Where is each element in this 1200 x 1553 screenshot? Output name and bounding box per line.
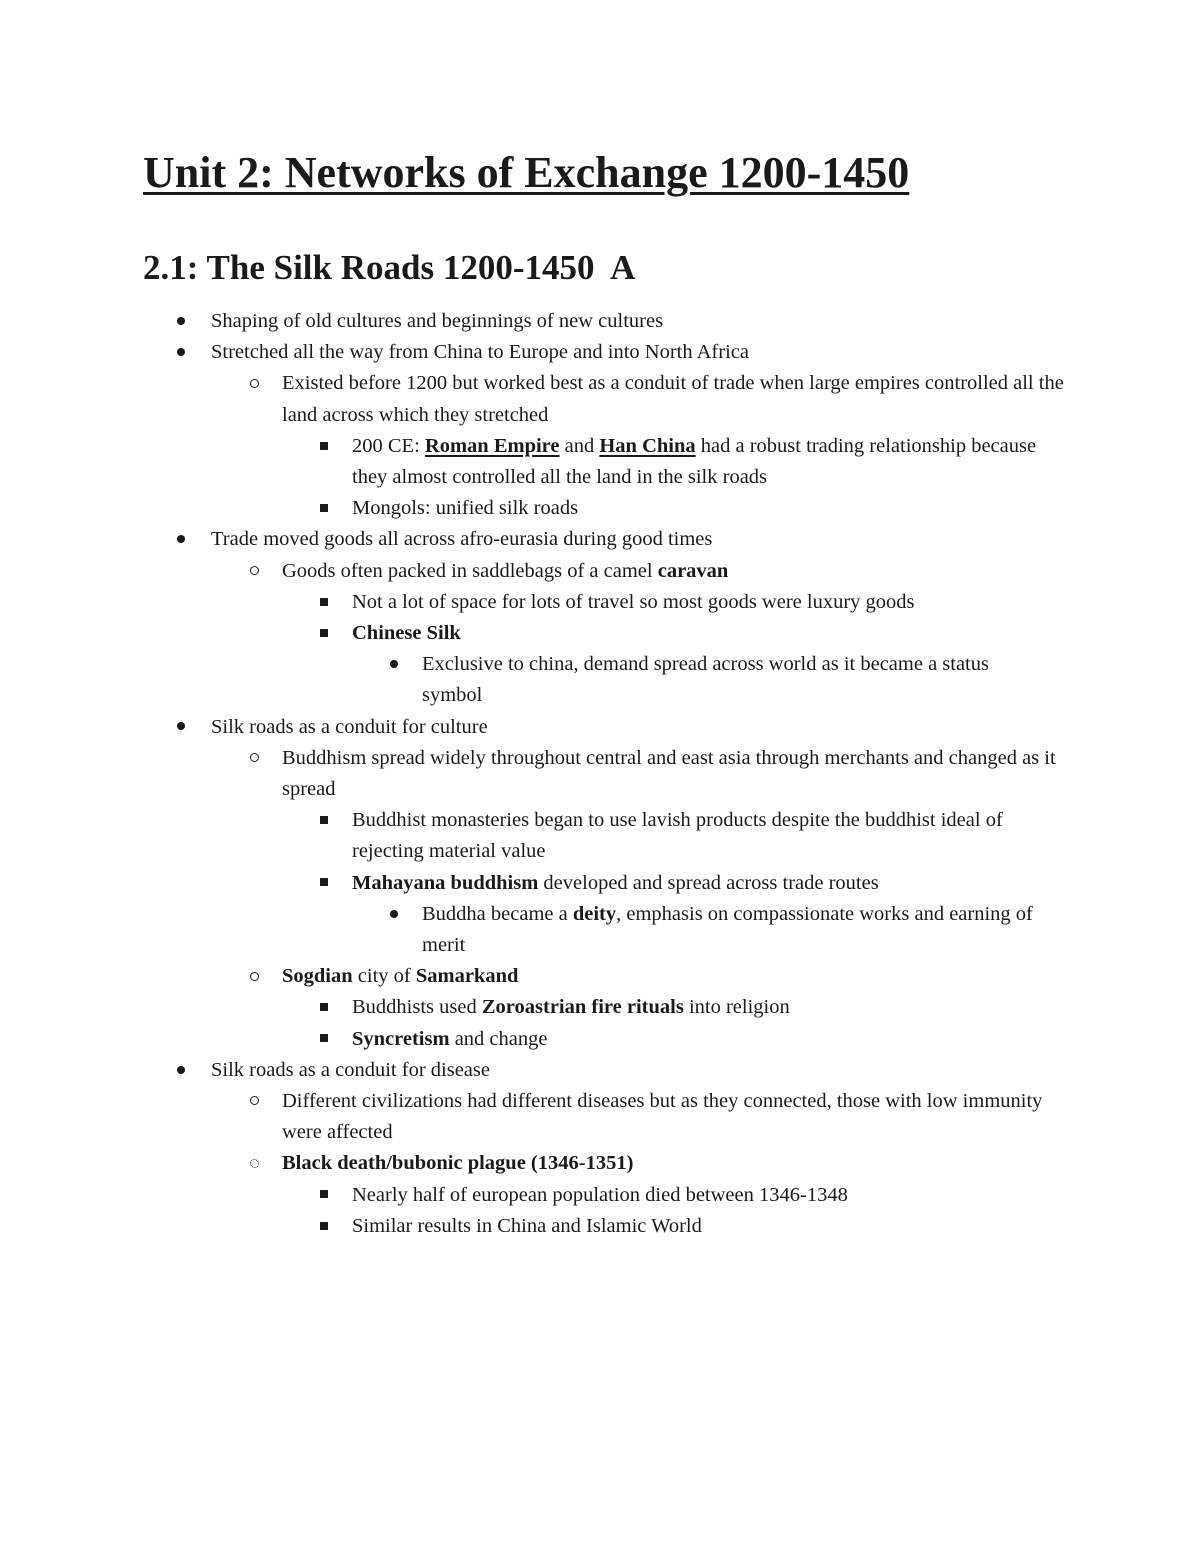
text-run: and [559, 434, 600, 457]
outline-item-level-3 [0, 431, 1200, 493]
outline-item-level-2 [0, 556, 1200, 587]
text-run: had a robust trading relationship because they almost controlled all the land in the silk roads [352, 434, 1037, 489]
text-run: , emphasis on compassionate works and earning of merit [422, 902, 1033, 957]
text-run: city of [352, 965, 416, 988]
circle-bullet-icon [244, 368, 264, 399]
outline-item-level-3 [0, 1180, 1200, 1211]
text-run: Buddhist monasteries began to use lavish products despite the buddhist ideal of rejecting material value [352, 809, 1003, 863]
circle-faint-bullet-icon [244, 1148, 264, 1179]
outline-item-level-2 [0, 1086, 1200, 1148]
outline-item-level-3 [0, 868, 1200, 899]
outline-item-text [211, 341, 749, 363]
circle-bullet-icon [244, 961, 264, 992]
outline-item-level-1 [0, 337, 1200, 368]
square-bullet-icon [314, 1211, 334, 1242]
circle-bullet-icon [244, 556, 264, 587]
text-run: Silk roads as a conduit for culture [211, 715, 488, 738]
text-run: into religion [683, 996, 790, 1019]
text-run: Stretched all the way from China to Europe and into North Africa [211, 341, 749, 364]
outline-item-text [352, 1184, 848, 1206]
text-run: Not a lot of space for lots of travel so most goods were luxury goods [352, 590, 915, 613]
square-bullet-icon [314, 1180, 334, 1211]
disc-bullet-icon [384, 649, 404, 680]
key-term: Mahayana buddhism [352, 871, 539, 894]
notes-outline [0, 306, 1200, 1242]
outline-item-text [352, 435, 1036, 488]
outline-item-text [352, 622, 461, 644]
outline-item-level-3 [0, 587, 1200, 618]
square-bullet-icon [314, 587, 334, 618]
outline-item-text [282, 965, 518, 987]
square-bullet-icon [314, 805, 334, 836]
square-bullet-icon [314, 618, 334, 649]
circle-bullet-icon [244, 743, 264, 774]
outline-item-level-2 [0, 1148, 1200, 1179]
key-term: Sogdian [282, 965, 353, 988]
outline-item-text [211, 310, 663, 332]
outline-item-text [352, 591, 915, 613]
outline-item-text [211, 528, 712, 550]
outline-item-level-3 [0, 805, 1200, 867]
outline-item-text [352, 996, 790, 1018]
outline-item-level-2 [0, 368, 1200, 430]
key-term: Samarkand [415, 965, 519, 988]
outline-item-text [282, 1090, 1042, 1143]
outline-item-text [352, 497, 578, 519]
text-run: Silk roads as a conduit for disease [211, 1058, 490, 1081]
outline-item-level-3 [0, 493, 1200, 524]
text-run: Nearly half of european population died between 1346-1348 [352, 1183, 848, 1206]
text-run: Buddhism spread widely throughout central and east asia through merchants and changed as it spread [282, 746, 1056, 801]
text-run: Trade moved goods all across afro-eurasia during good times [211, 528, 713, 551]
text-run: Similar results in China and Islamic World [352, 1214, 702, 1237]
outline-item-level-4 [0, 899, 1200, 961]
disc-bullet-icon [384, 899, 404, 930]
key-term: Zoroastrian fire rituals [481, 996, 684, 1019]
key-term: caravan [657, 559, 729, 582]
square-bullet-icon [314, 1024, 334, 1055]
outline-item-level-3 [0, 618, 1200, 649]
outline-item-text [422, 653, 989, 706]
text-run: Existed before 1200 but worked best as a conduit of trade when large empires controlled all the land across which they stretched [282, 372, 1064, 426]
square-bullet-icon [314, 431, 334, 462]
outline-item-level-3 [0, 1211, 1200, 1242]
key-term: Black death/bubonic plague (1346-1351) [282, 1152, 634, 1175]
text-run: Buddhists used [352, 996, 482, 1019]
outline-item-level-1 [0, 306, 1200, 337]
section-heading: 2.1: The Silk Roads 1200-1450 A [143, 248, 636, 287]
text-run: Shaping of old cultures and beginnings of new cultures [211, 310, 664, 332]
outline-item-text [282, 747, 1056, 800]
disc-bullet-icon [171, 337, 191, 368]
outline-item-text [352, 872, 879, 894]
key-term: deity [572, 902, 617, 925]
outline-item-text [352, 1215, 702, 1237]
text-run: Buddha became a [422, 902, 573, 925]
outline-item-level-2 [0, 961, 1200, 992]
outline-item-text [422, 903, 1033, 956]
square-bullet-icon [314, 992, 334, 1023]
outline-item-text [211, 1059, 490, 1081]
outline-item-text [352, 1028, 547, 1050]
disc-bullet-icon [171, 712, 191, 743]
outline-item-level-1 [0, 712, 1200, 743]
outline-item-level-4 [0, 649, 1200, 711]
text-run: Mongols: unified silk roads [352, 497, 579, 520]
key-term: Han China [599, 434, 696, 457]
text-run: Goods often packed in saddlebags of a camel [282, 559, 658, 582]
outline-item-text [282, 372, 1064, 425]
circle-bullet-icon [244, 1086, 264, 1117]
text-run: and change [449, 1027, 548, 1050]
text-run: Different civilizations had different diseases but as they connected, those with low immunity were affected [282, 1090, 1043, 1144]
key-term: Chinese Silk [352, 622, 461, 645]
disc-bullet-icon [171, 524, 191, 555]
key-term: Roman Empire [424, 434, 560, 457]
text-run: 200 CE: [352, 434, 425, 457]
text-run: developed and spread across trade routes [538, 871, 879, 894]
outline-item-text [352, 809, 1003, 862]
outline-item-level-1 [0, 524, 1200, 555]
square-bullet-icon [314, 868, 334, 899]
disc-bullet-icon [171, 1055, 191, 1086]
page-title: Unit 2: Networks of Exchange 1200-1450 [143, 148, 910, 197]
text-run: Exclusive to china, demand spread across world as it became a status symbol [422, 653, 989, 707]
outline-item-level-1 [0, 1055, 1200, 1086]
outline-item-level-3 [0, 1024, 1200, 1055]
outline-item-text [282, 1152, 633, 1174]
square-bullet-icon [314, 493, 334, 524]
outline-item-text [211, 716, 488, 738]
outline-item-text [282, 560, 728, 582]
key-term: Syncretism [352, 1027, 450, 1050]
outline-item-level-2 [0, 743, 1200, 805]
outline-item-level-3 [0, 992, 1200, 1023]
disc-bullet-icon [171, 306, 191, 337]
